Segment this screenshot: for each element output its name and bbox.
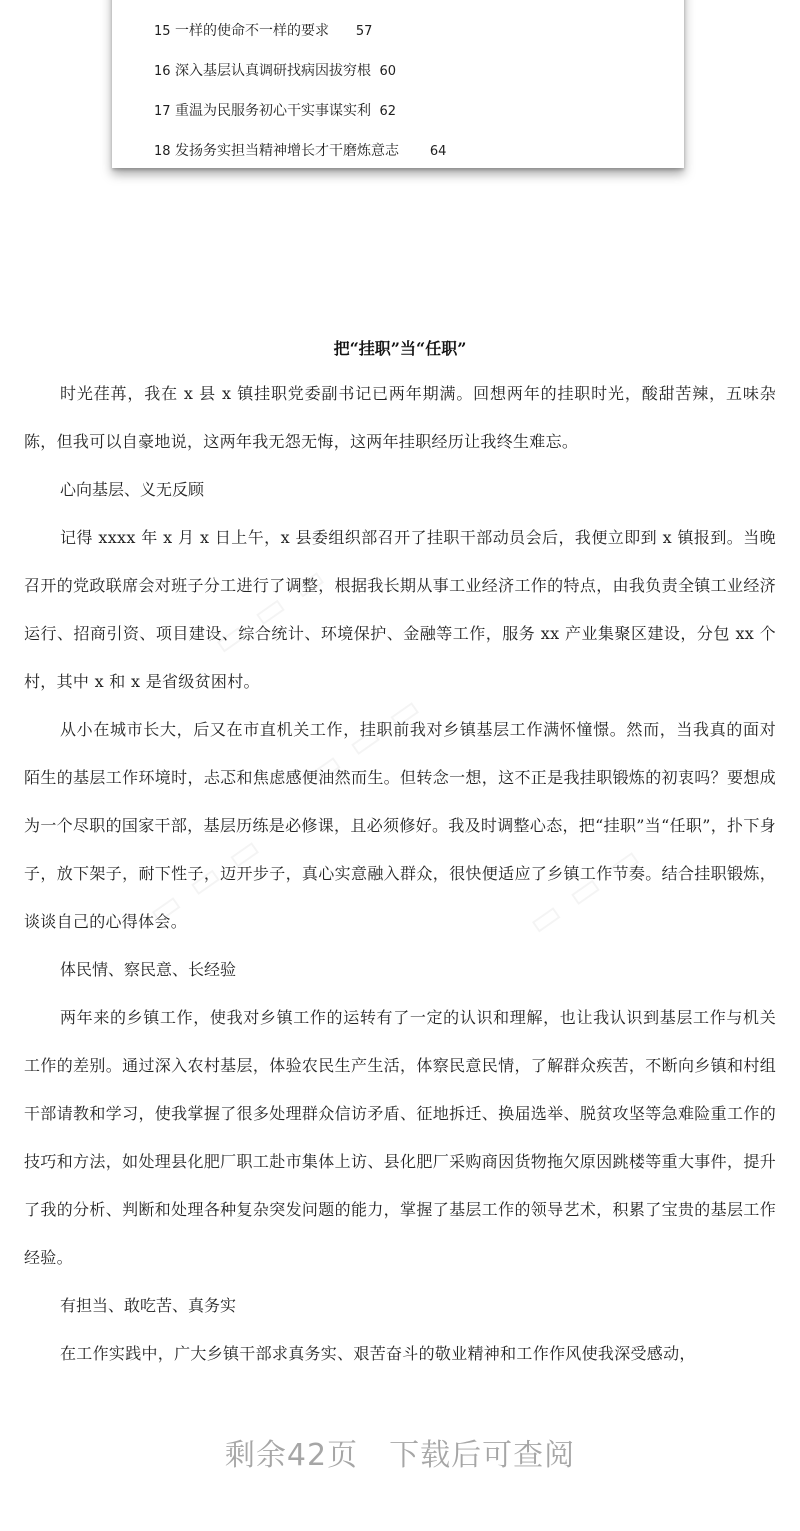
watermark: ▭ ▭ ▭	[140, 826, 270, 934]
section-heading: 心向基层、义无反顾	[60, 480, 205, 499]
section-heading: 有担当、敢吃苦、真务实	[60, 1296, 237, 1315]
watermark: ▭ ▭ ▭	[300, 686, 430, 794]
body-paragraph: 两年来的乡镇工作，使我对乡镇工作的运转有了一定的认识和理解，也让我认识到基层工作与机关工作的差别。通过深入农村基层，体验农民生产生活，体察民意民情，了解群众疾苦，不断向乡镇和村组干部请教和学习，使我掌握了很多处理群众信访矛盾、征地拆迁、换届选举、脱贫攻坚等急难险重工作的技巧和方法，如处理县化肥厂职工赴市集体上访、县化肥厂采购商因货物拖欠原因跳楼等重大事件，提升了我的分析、判断和处理各种复杂突发问题的能力，掌握了基层工作的领导艺术，积累了宝贵的基层工作经验。	[24, 1008, 776, 1267]
toc-item-page: 57	[355, 24, 373, 39]
watermark: ▭ ▭ ▭	[520, 836, 650, 944]
toc-item-page: 60	[379, 64, 396, 79]
intro-paragraph: 时光荏苒，我在 x 县 x 镇挂职党委副书记已两年期满。回想两年的挂职时光，酸甜苦辣，五味杂陈，但我可以自豪地说，这两年我无怨无悔，这两年挂职经历让我终生难忘。	[24, 384, 776, 451]
article-title: 把“挂职”当“任职”	[333, 339, 467, 358]
toc-item-text: 发扬务实担当精神增长才干磨炼意志	[175, 143, 399, 159]
toc-item-text: 一样的使命不一样的要求	[175, 23, 329, 39]
toc-card	[112, 0, 684, 168]
toc-item-number: 15	[154, 24, 171, 39]
body-paragraph: 记得 xxxx 年 x 月 x 日上午，x 县委组织部召开了挂职干部动员会后，我便立即到 x 镇报到。当晚召开的党政联席会对班子分工进行了调整，根据我长期从事工业经济工作的特点，由我负责全镇工业经济运行、招商引资、项目建设、综合统计、环境保护、金融等工作，服务 xx 产业集聚区建设，分包 xx 个村，其中 x 和 x 是省级贫困村。	[24, 528, 776, 691]
body-paragraph: 从小在城市长大，后又在市直机关工作，挂职前我对乡镇基层工作满怀憧憬。然而，当我真的面对陌生的基层工作环境时，忐忑和焦虑感便油然而生。但转念一想，这不正是我挂职锻炼的初衷吗？要想成为一个尽职的国家干部，基层历练是必修课，且必须修好。我及时调整心态，把“挂职”当“任职”，扑下身子，放下架子，耐下性子，迈开步子，真心实意融入群众，很快便适应了乡镇工作节奏。结合挂职锻炼，谈谈自己的心得体会。	[24, 720, 776, 931]
toc-item-text: 深入基层认真调研找病因拔穷根	[175, 63, 371, 79]
toc-item-page: 64	[429, 144, 447, 159]
toc-item[interactable]	[154, 100, 396, 120]
toc-item-number: 16	[154, 64, 171, 79]
toc-item-page: 62	[379, 104, 396, 119]
toc-item-number: 17	[154, 104, 171, 119]
toc-item[interactable]	[154, 20, 372, 40]
toc-item[interactable]	[154, 140, 446, 160]
toc-item-text: 重温为民服务初心干实事谋实利	[175, 103, 371, 119]
section-heading: 体民情、察民意、长经验	[60, 960, 237, 979]
toc-item[interactable]	[154, 60, 396, 80]
body-paragraph: 在工作实践中，广大乡镇干部求真务实、艰苦奋斗的敬业精神和工作作风使我深受感动，	[60, 1344, 696, 1363]
toc-item-number: 18	[154, 144, 171, 159]
watermark: ▭ ▭ ▭	[205, 556, 335, 664]
remaining-pages-notice[interactable]: 剩余42页 下载后可查阅	[224, 1438, 576, 1473]
